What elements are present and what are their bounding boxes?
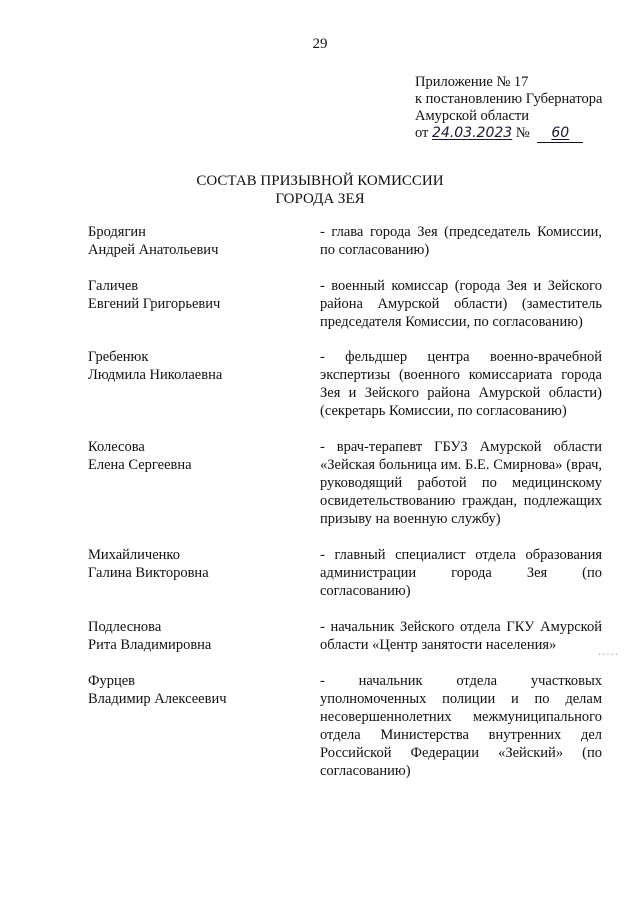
date-prefix: от bbox=[415, 125, 429, 141]
member-role: - начальник отдела участковых уполномоченных полиции и по делам несовершеннолетних межмуниципального отдела Министерства внутренних дел Российской Федерации «Зейский» (по согласованию) bbox=[320, 673, 602, 779]
member-row bbox=[88, 618, 602, 654]
member-role: - военный комиссар (города Зея и Зейского района Амурской области) (заместитель председателя Комиссии, по согласованию) bbox=[320, 278, 602, 330]
appendix-date-line bbox=[415, 125, 602, 143]
member-row bbox=[88, 223, 602, 259]
document-title bbox=[0, 172, 640, 208]
member-role: - глава города Зея (председатель Комиссии, по согласованию) bbox=[320, 224, 602, 258]
number-prefix: № bbox=[515, 125, 530, 141]
handwritten-date: 24.03.2023 bbox=[432, 125, 513, 141]
page-number: 29 bbox=[312, 36, 328, 52]
member-name bbox=[88, 618, 288, 654]
appendix-title: Приложение № 17 bbox=[415, 74, 529, 90]
member-given-name: Евгений Григорьевич bbox=[88, 296, 221, 312]
member-row bbox=[88, 348, 602, 420]
member-given-name: Елена Сергеевна bbox=[88, 457, 192, 473]
member-given-name: Людмила Николаевна bbox=[88, 367, 223, 383]
member-role: - начальник Зейского отдела ГКУ Амурской области «Центр занятости населения» bbox=[320, 619, 602, 653]
member-surname: Подлеснова bbox=[88, 619, 162, 635]
appendix-block bbox=[415, 74, 602, 143]
handwritten-number: 60 bbox=[537, 125, 583, 143]
title-line-1: СОСТАВ ПРИЗЫВНОЙ КОМИССИИ bbox=[196, 173, 444, 189]
member-name bbox=[88, 672, 288, 780]
member-given-name: Андрей Анатольевич bbox=[88, 242, 219, 258]
member-name bbox=[88, 546, 288, 600]
member-row bbox=[88, 672, 602, 780]
member-name bbox=[88, 348, 288, 420]
member-row bbox=[88, 438, 602, 528]
member-row bbox=[88, 546, 602, 600]
member-surname: Галичев bbox=[88, 278, 139, 294]
member-role: - врач-терапевт ГБУЗ Амурской области «Зейская больница им. Б.Е. Смирнова» (врач, руководящий работой по медицинскому освидетельствованию граждан, подлежащих призыву на военную службу) bbox=[320, 439, 602, 527]
appendix-reference: к постановлению Губернатора bbox=[415, 91, 603, 107]
member-name bbox=[88, 223, 288, 259]
member-given-name: Галина Викторовна bbox=[88, 565, 209, 581]
member-role: - фельдшер центра военно-врачебной экспертизы (военного комиссариата города Зея и Зейского района Амурской области) (секретарь Комиссии, по согласованию) bbox=[320, 349, 602, 419]
member-row bbox=[88, 277, 602, 331]
title-line-2: ГОРОДА ЗЕЯ bbox=[275, 191, 365, 207]
member-surname: Колесова bbox=[88, 439, 145, 455]
member-surname: Гребенюк bbox=[88, 349, 149, 365]
member-surname: Фурцев bbox=[88, 673, 135, 689]
scan-artifact-dots: ····· bbox=[598, 650, 619, 661]
appendix-region: Амурской области bbox=[415, 108, 529, 124]
member-name bbox=[88, 277, 288, 331]
members-list bbox=[88, 223, 602, 780]
member-name bbox=[88, 438, 288, 528]
member-role: - главный специалист отдела образования администрации города Зея (по согласованию) bbox=[320, 547, 602, 599]
member-given-name: Владимир Алексеевич bbox=[88, 691, 227, 707]
member-surname: Бродягин bbox=[88, 224, 146, 240]
member-given-name: Рита Владимировна bbox=[88, 637, 212, 653]
member-surname: Михайличенко bbox=[88, 547, 180, 563]
